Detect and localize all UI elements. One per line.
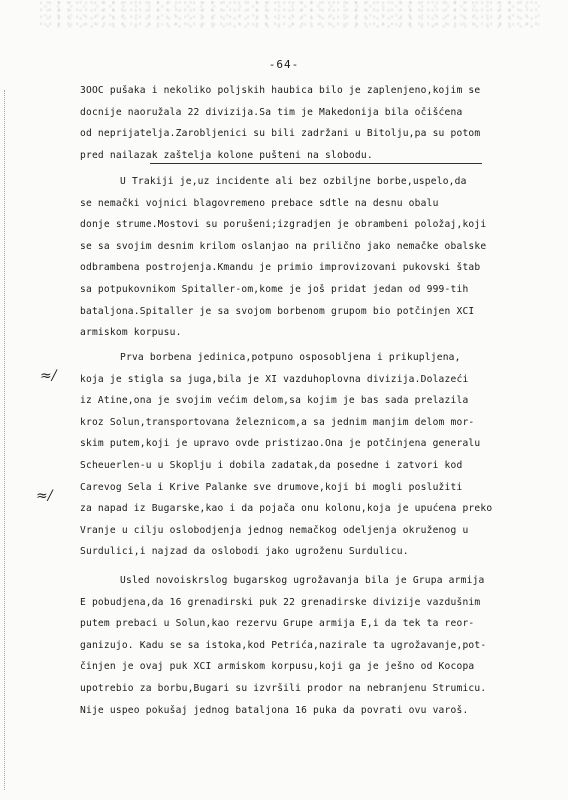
text-line: kroz Solun,transportovana železnicom,a sa jednim manjim delom mor- xyxy=(80,416,475,428)
text-line: E pobudjena,da 16 grenadirski puk 22 grenadirske divizije vazdušnim xyxy=(80,596,481,608)
text-line: za napad iz Bugarske,kao i da pojača onu kolonu,koja je upućena preko xyxy=(80,503,493,515)
binding-edge xyxy=(4,90,13,790)
paragraph-1 xyxy=(80,80,550,166)
text-line: 3OOC pušaka i nekoliko poljskih haubica bilo je zaplenjeno,kojim se xyxy=(80,85,481,96)
text-line: docnije naoružala 22 divizija.Sa tim je Makedonija bila očišćena xyxy=(80,106,463,118)
text-line: Scheuerlen-u u Skoplju i dobila zadatak,da posedne i zatvori kod xyxy=(80,459,463,471)
text-line: se nemački vojnici blagovremeno prebace sdtle na desnu obalu xyxy=(80,197,439,209)
paragraph-4 xyxy=(80,570,550,721)
text-line: od neprijatelja.Zarobljenici su bili zadržani u Bitolju,pa su potom xyxy=(80,128,481,140)
paragraph-3 xyxy=(80,347,550,563)
text-line: odbrambena postrojenja.Kmandu je primio improvizovani pukovski štab xyxy=(80,262,481,274)
text-line: Usled novoiskrslog bugarskog ugrožavanja bila je Grupa armija xyxy=(120,575,485,586)
scan-noise xyxy=(40,0,540,28)
text-line: upotrebio za borbu,Bugari su izvršili prodor na nebranjenu Strumicu. xyxy=(80,682,487,694)
text-line: Surdulici,i najzad da oslobodi jako ugroženu Surdulicu. xyxy=(80,546,409,558)
text-line: koja je stigla sa juga,bila je XI vazduhoplovna divizija.Dolazeći xyxy=(80,373,469,385)
text-line: se sa svojim desnim krilom oslanjao na prilično jako nemačke obalske xyxy=(80,240,487,252)
text-line: činjen je ovaj puk XCI armiskom korpusu,koji ga je ješno od Kocopa xyxy=(80,661,475,673)
text-line: skim putem,koji je upravo ovde pristizao.Ona je potčinjena generalu xyxy=(80,438,481,450)
margin-annotation: ≈/ xyxy=(36,488,53,504)
margin-annotation: ≈/ xyxy=(40,368,57,384)
page-number: -64- xyxy=(268,58,300,71)
text-line: Nije uspeo pokušaj jednog bataljona 16 puka da povrati ovu varoš. xyxy=(80,704,469,716)
text-line: donje strume.Mostovi su porušeni;izgradjen je obrambeni položaj,koji xyxy=(80,219,487,231)
text-line: pred nailazak zaštelja kolone pušteni na slobodu. xyxy=(80,149,373,161)
text-line: sa potpukovnikom Spitaller-om,kome je još pridat jedan od 999-tih xyxy=(80,283,469,295)
paragraph-2 xyxy=(80,171,550,344)
text-line: bataljona.Spitaller je sa svojom borbenom grupom bio potčinjen XCI xyxy=(80,305,475,317)
text-line: Carevog Sela i Krive Palanke sve drumove,koji bi mogli poslužiti xyxy=(80,481,463,493)
text-line: armiskom korpusu. xyxy=(80,327,182,339)
text-line: Vranje u cilju oslobodjenja jednog nemačkog odeljenja okruženog u xyxy=(80,524,469,536)
text-line: putem prebaci u Solun,kao rezervu Grupe armija E,i da tek ta reor- xyxy=(80,618,475,630)
text-line: Prva borbena jedinica,potpuno osposobljena i prikupljena, xyxy=(120,352,461,363)
text-line: iz Atine,ona je svojim većim delom,sa kojim je bas sada prelazila xyxy=(80,395,469,407)
pencil-underline xyxy=(150,163,482,164)
text-line: ganizujo. Kadu se sa istoka,kod Petrića,nazirale ta ugrožavanje,pot- xyxy=(80,639,487,651)
text-line: U Trakiji je,uz incidente ali bez ozbiljne borbe,uspelo,da xyxy=(120,176,467,187)
